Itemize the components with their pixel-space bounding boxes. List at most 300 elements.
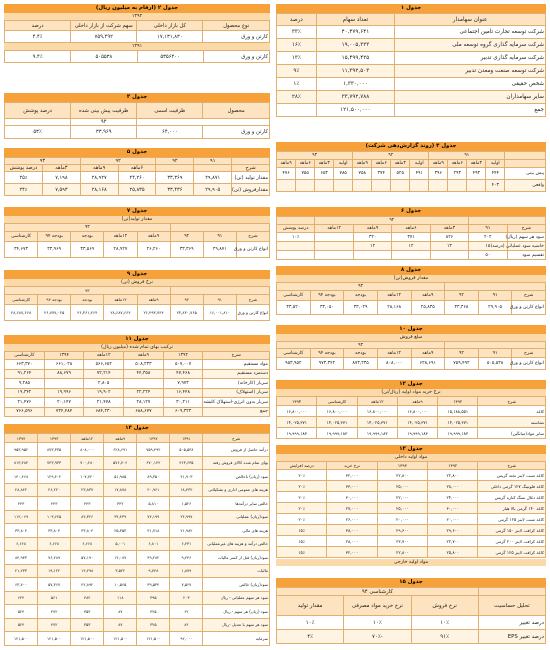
table-cell: ۲۸,۶۸۷,۶۶۸: [5, 305, 38, 321]
table-10-subtitle: مبلغ فروش: [276, 334, 546, 341]
period-header-row: [5, 165, 270, 172]
table-cell: ۵۶۶,۶۵۲: [84, 360, 124, 370]
col-header: ۶ماهه: [118, 165, 156, 172]
corner-cell: [469, 217, 546, 225]
table-cell: ۱۶٪: [277, 39, 317, 52]
table-13-subtitle-2: مواد اولیه خارجی: [276, 559, 546, 566]
table-cell: ۱۹,۰۰۵,۳۲۳: [316, 39, 394, 52]
col-header: ۹۱: [478, 291, 512, 301]
table-row: [277, 358, 546, 370]
table-cell: ۱۲۱,۵۰۰: [104, 632, 137, 646]
table-row: [277, 301, 546, 315]
row-label: نشاسته: [478, 417, 546, 428]
col-header: اولیه: [486, 160, 505, 168]
table-cell: ۵,۸۱۰: [137, 497, 170, 511]
row-label: هزینه های مالی: [203, 524, 270, 538]
table-cell: ۵۰۵,۵۳۸: [478, 358, 512, 370]
table-row: [277, 180, 546, 192]
corner-cell: [170, 224, 269, 232]
table-cell: [277, 104, 317, 117]
table-row: [5, 497, 270, 511]
table-cell: ۸۴,۹۳۳: [5, 551, 38, 565]
col-header: ۹۱: [478, 349, 512, 358]
col-header: ۹ماهه: [80, 165, 118, 172]
table-cell: ۱۰,۵۶۵: [104, 578, 137, 592]
row-label: درصد تغییر: [478, 616, 545, 630]
table-14-title: جدول ۱۴: [4, 424, 270, 433]
table-11-title: جدول ۱۱: [4, 335, 270, 344]
table-cell: [315, 242, 353, 251]
eps-table: [276, 216, 546, 260]
table-cell: ۲۵,۸۳۵: [411, 301, 445, 315]
table-cell: ۱,۸۷۹: [170, 564, 203, 578]
table-row: [5, 369, 270, 379]
table-cell: ۱۹,۱۲۲: [38, 564, 71, 578]
col-header: ۹۲: [445, 349, 479, 358]
corner-cell: [505, 160, 546, 168]
row-label: انواع کارتن و ورق: [512, 301, 546, 315]
table-cell: ۱۴,۰۲۵,۳۷۱: [357, 417, 397, 428]
table-cell: ۱۹,۹۹۹,۱۸۳: [277, 428, 317, 439]
row-label: جمع: [203, 407, 270, 417]
table-cell: ۲۸,۸۴۲: [5, 483, 38, 497]
table-cell: [334, 180, 353, 192]
table-cell: ۳۷۴: [372, 168, 391, 180]
table-cell: ۶۳,۷۰۰: [5, 578, 38, 592]
raw-material-table: [276, 461, 546, 558]
table-cell: ۳۷۱: [392, 233, 430, 242]
col-header: شرح: [203, 434, 270, 443]
shareholders-table: [276, 13, 546, 117]
corner-cell: [232, 158, 270, 165]
table-14: [4, 424, 270, 646]
col-header: بودجه: [344, 349, 378, 358]
row-label: کاغذ کرافت لاینر ۲۰۰ گرمی: [478, 536, 546, 547]
table-cell: ۹۱٪: [411, 630, 478, 644]
table-cell: ۶۲۸,۶۹۱: [411, 358, 445, 370]
col-header: ۳ماهه: [430, 225, 468, 233]
table-cell: ۳۲,۰۰۰: [327, 547, 377, 558]
col-header: محصول: [203, 103, 270, 119]
table-cell: [392, 251, 430, 260]
table-cell: ۲۴٪: [5, 184, 43, 196]
col-header: ۱۲ماهه: [84, 352, 124, 360]
year-header: ۹۲: [80, 158, 156, 165]
row-label: کاغذ فلوتینگ ۱۲۷ گرمی داخلی: [478, 481, 546, 492]
col-header: ۶ماهه: [448, 160, 467, 168]
table-5-title: جدول ۵: [4, 148, 270, 157]
row-label: کارتن و ورق: [203, 126, 270, 139]
row-label: سربار (کارخانه): [203, 379, 270, 389]
table-cell: ۵۱,۹۸۵: [104, 470, 137, 484]
col-header: درصد پوشش: [277, 225, 315, 233]
table-row: [5, 618, 270, 632]
table-cell: [372, 180, 391, 192]
row-label: کاغذ تست لاینر ۱۲۵ گرمی: [478, 514, 546, 525]
row-label: کاغذ تست لاینر تخته گریس: [478, 470, 546, 481]
table-cell: ۱۹,۹۹۹,۱۸۳: [317, 428, 357, 439]
row-label: شخص حقیقی: [395, 78, 546, 91]
table-cell: ۸۸,۶۷۹: [44, 369, 84, 379]
table-cell: ۲۹,۸۷۱: [203, 242, 236, 258]
table-row: [277, 104, 546, 117]
row-label: خالص درآمد و هزینه های غیرعملیاتی: [203, 537, 270, 551]
table-row: [5, 632, 270, 646]
year-header: کارشناسی ۹۴: [277, 588, 479, 596]
table-body: [5, 360, 270, 417]
table-row: [5, 398, 270, 408]
table-row: [277, 26, 546, 39]
col-header: درصد پوشش: [5, 103, 71, 119]
table-cell: -۷۰٪: [344, 630, 411, 644]
table-cell: [353, 251, 391, 260]
table-cell: ۳۳٪: [277, 26, 317, 39]
table-cell: ۲۸,۰۰۰: [327, 536, 377, 547]
table-cell: ۵۰۵,۵۳۸: [170, 443, 203, 457]
table-cell: ۱۹,۹۹۹,۱۸۳: [357, 428, 397, 439]
row-label: جمع: [395, 104, 546, 117]
table-row: [277, 470, 546, 481]
row-label: درآمد حاصل از فروش: [203, 443, 270, 457]
col-header: ۱۳۹۲: [137, 434, 170, 443]
table-cell: ۱۵٪: [277, 525, 327, 536]
table-cell: ۱۶,۴۴۸: [163, 388, 203, 398]
table-row: [277, 481, 546, 492]
table-cell: [277, 242, 315, 251]
col-header: نرخ خرید: [327, 462, 377, 470]
table-cell: ۳۲,۰۰۰: [327, 470, 377, 481]
table-12: [276, 380, 546, 442]
table-cell: ۳۳,۹۶۹: [71, 126, 137, 139]
table-cell: ۶,۴۳۱: [170, 537, 203, 551]
table-body: [5, 443, 270, 646]
table-cell: ۳۳,۳۶۹: [156, 172, 194, 184]
table-cell: ۷,۵۹۳: [42, 184, 80, 196]
reporting-trend-table: [276, 151, 546, 192]
sales-price-table: [4, 286, 270, 321]
col-header: ۱۳۹۲: [438, 397, 478, 406]
table-body: [277, 616, 546, 644]
period-header-row: [5, 103, 270, 119]
period-header-row: [277, 160, 546, 168]
col-header: ۱۲ماهه: [104, 232, 137, 242]
table-cell: ۳۲۰: [353, 233, 391, 242]
table-cell: ۲۶,۳۶۱,۲۶۴: [71, 305, 104, 321]
table-cell: ۲۰,۰۰۰: [428, 514, 478, 525]
table-cell: ۱۰٪: [411, 616, 478, 630]
table-cell: ۲۰٪: [277, 503, 327, 514]
table-cell: ۱۴,۰۲۵,۳۷۱: [438, 417, 478, 428]
table-cell: [315, 180, 334, 192]
col-header: اولیه: [410, 160, 429, 168]
row-label: سود(زیان) قبل از کسر مالیات: [203, 551, 270, 565]
table-cell: ۳۸,۰۰۰: [327, 525, 377, 536]
table-cell: ۲۰٪: [277, 492, 327, 503]
table-row: [5, 388, 270, 398]
row-label: واقعی: [505, 180, 546, 192]
table-2-title: جدول ۲ (ارقام به میلیون ریال): [4, 4, 270, 13]
table-cell: ۱۵٪: [277, 547, 327, 558]
row-label: کاغذ: [478, 406, 546, 417]
table-cell: ۱۰۷,۷۲۰: [71, 470, 104, 484]
col-header: ۱۳۹۴: [5, 434, 38, 443]
sensitivity-table: [276, 587, 546, 644]
table-cell: ۷۵۹,۴۹۲: [71, 31, 137, 43]
row-label: سربار (استهلاک): [203, 388, 270, 398]
col-header: ۳ماهه: [42, 165, 80, 172]
table-11: [4, 335, 270, 421]
table-cell: ۳۳,۰۰۰: [327, 481, 377, 492]
table-row: [277, 242, 546, 251]
table-cell: ۲۸,۹۲۷: [80, 172, 118, 184]
table-cell: [430, 251, 468, 260]
col-header: شرح: [512, 291, 546, 301]
table-cell: ۱۱۸: [104, 591, 137, 605]
col-header: بودجه ۹۴: [38, 295, 71, 305]
col-header: ۱۲ماهه: [315, 225, 353, 233]
table-cell: ۱۲۱,۵۰۰: [5, 632, 38, 646]
table-cell: ۳۳,۳۶۸: [445, 301, 479, 315]
table-cell: ۳,۵۲۲: [104, 564, 137, 578]
col-header: ۹ماهه: [137, 232, 170, 242]
table-cell: ۵۲۴: [5, 618, 38, 632]
table-cell: ۷۵۵: [296, 168, 315, 180]
table-cell: ۴۲,۸۹۲: [71, 578, 104, 592]
row-label: سود (زیان) ناخالص: [203, 470, 270, 484]
table-cell: ۷۳۴,۴۸۴: [44, 407, 84, 417]
table-cell: ۵۶۱: [38, 591, 71, 605]
table-cell: ۲۸,۱۶۸: [377, 301, 411, 315]
raw-material-price-table: [276, 396, 546, 439]
table-body: [5, 305, 270, 321]
table-cell: ۷۶,۴۸۹: [38, 551, 71, 565]
table-cell: ۲۳,۷۰۰: [377, 536, 427, 547]
col-header: ۱۳۹۴: [277, 397, 317, 406]
col-header: ۱۲ماهه: [71, 434, 104, 443]
table-cell: ۳۵۳: [71, 605, 104, 619]
table-cell: ۳۴,۴۳۹: [104, 510, 137, 524]
table-cell: ۳۴,۶۷۳: [5, 242, 38, 258]
col-header: ۹۱: [203, 232, 236, 242]
table-cell: ۱۲۱,۵۰۰: [71, 632, 104, 646]
table-body: [5, 172, 270, 196]
table-cell: ۲۶,۰۰۰: [327, 514, 377, 525]
table-cell: ۴۷۶: [277, 168, 296, 180]
table-body: [277, 168, 546, 192]
table-cell: ۳۳,۹۶۹: [38, 242, 71, 258]
col-header: ۹ماهه: [411, 291, 445, 301]
table-row: [5, 184, 270, 196]
table-cell: ۲۱,۴۷۶: [5, 398, 45, 408]
table-cell: ۸۲: [170, 618, 203, 632]
corner-cell: [445, 342, 546, 349]
corner-cell: [5, 119, 71, 126]
table-cell: ۲۶,۲۶۰: [137, 242, 170, 258]
col-header: ۹۲: [445, 291, 479, 301]
col-header: ۳ماهه: [467, 160, 486, 168]
table-body: [5, 242, 270, 258]
table-row: [277, 406, 546, 417]
table-cell: ۳۵۳: [71, 618, 104, 632]
col-header: ۹ماهه: [277, 160, 296, 168]
table-cell: ۲۲,۷۰۰: [428, 536, 478, 547]
table-cell: ۲۱,۴۷۸: [84, 398, 124, 408]
table-cell: ۶۰۹,۳۲۳: [163, 407, 203, 417]
col-header: بودجه ۹۴: [38, 232, 71, 242]
col-header: ۱۳۹۳: [38, 434, 71, 443]
table-cell: ۳۹,۵۳۴: [137, 578, 170, 592]
table-cell: ۲۴,۲۶۰: [118, 172, 156, 184]
table-cell: ۴۴۳: [38, 497, 71, 511]
table-cell: ۲۹,۶۰۰: [428, 525, 478, 536]
period-header-row: [277, 596, 546, 616]
table-row: [277, 492, 546, 503]
table-cell: ۱۵,۱۸۸,۵۵۱: [438, 406, 478, 417]
table-cell: ۶۸۴,۲۳۰: [84, 407, 124, 417]
table-cell: ۱۴,۰۲۵,۳۷۱: [397, 417, 437, 428]
table-cell: ۲۵,۸۰۰: [428, 547, 478, 558]
col-header: نرخ خرید مواد مصرفی: [344, 596, 411, 616]
table-10: [276, 325, 546, 377]
col-header: درصد پوشش: [5, 165, 43, 172]
table-cell: ۲۷,۰۰۰: [327, 503, 377, 514]
year-header: ۹۳: [5, 287, 171, 295]
table-cell: ۲۶,۷۷۷,۰۲۵: [38, 305, 71, 321]
col-header: اولیه: [334, 160, 353, 168]
row-label: سود (زیان) هر سهم - ریال: [203, 605, 270, 619]
year-header: ۹۱: [194, 158, 232, 165]
col-header: بودجه: [344, 291, 378, 301]
table-cell: ۸۲۶: [430, 233, 468, 242]
period-header-row: [277, 225, 546, 233]
table-cell: ۳۳,۴۳۶: [156, 184, 194, 196]
row-label: شرکت سرمایه گذاری تدبیر: [395, 52, 546, 65]
table-cell: ۱۲۱,۵۰۰: [38, 632, 71, 646]
table-cell: ۵۷,۱۹۰: [71, 551, 104, 565]
row-label: کاغذ کرافت لاینر ۱۲۵ گرمی: [478, 547, 546, 558]
table-6-title: جدول ۶: [276, 207, 546, 216]
table-cell: ۳۳,۳۶۹: [170, 242, 203, 258]
table-cell: ۳۰,۰۰۰: [327, 492, 377, 503]
col-header: ۹ماهه: [104, 434, 137, 443]
table-cell: ۷,۹۷۳: [163, 379, 203, 389]
table-cell: ۴۱,۹۰۳: [170, 470, 203, 484]
table-row: [277, 39, 546, 52]
table-cell: ۱۶,۸۰۰,۰۰۰: [317, 406, 357, 417]
year-header: ۹۲: [315, 217, 469, 225]
table-7: [4, 207, 270, 267]
table-cell: ۵۲۵: [391, 168, 410, 180]
table-cell: ۲۰٪: [277, 470, 327, 481]
period-header-row: [5, 295, 270, 305]
table-cell: ۲۸,۱۶۸: [80, 184, 118, 196]
table-cell: ۱۵٪: [277, 536, 327, 547]
table-cell: ۲۱,۲۳۳: [5, 564, 38, 578]
table-cell: ۷۴,۱۹۹: [137, 510, 170, 524]
table-cell: ۲۵,۳۵۳: [104, 524, 137, 538]
year-header: ۹۳: [277, 152, 353, 160]
table-7-title: جدول ۷: [4, 207, 270, 216]
table-cell: ۴۰,۴۷۹,۶۴۱: [316, 26, 394, 39]
table-cell: ۲۵,۸۳۵: [118, 184, 156, 196]
col-header: ۹ماهه: [353, 225, 391, 233]
row-label: سود هر سهم (ریال): [505, 234, 544, 240]
table-2: [4, 4, 270, 90]
col-header: ۹ماهه: [411, 349, 445, 358]
col-header: ۱۲ماهه: [377, 291, 411, 301]
table-cell: ۱۵,۴۹۹,۴۲۵: [316, 52, 394, 65]
table-cell: ۲۰۳: [170, 591, 203, 605]
col-header: شرح: [236, 232, 269, 242]
col-header: کارشناسی: [5, 352, 45, 360]
table-9-subtitle: نرخ فروش (تن): [4, 279, 270, 286]
year-label: ۱۳۹۲: [4, 13, 270, 20]
year-header: ۹۳: [277, 283, 445, 291]
table-cell: ۱۹,۹۰۲: [84, 388, 124, 398]
table-cell: ۳۹۶: [429, 168, 448, 180]
corner-cell: [170, 287, 269, 295]
table-7-subtitle: مقدار تولید(تن): [4, 216, 270, 223]
col-header: ۱۲ماهه: [104, 295, 137, 305]
corner-cell: [137, 119, 270, 126]
row-label: درصد تغییر EPS: [478, 630, 545, 644]
table-12-subtitle: نرخ خرید مواد اولیه (ریال/تن): [276, 389, 546, 396]
table-body: [277, 358, 546, 370]
table-row: [5, 242, 270, 258]
year-header: ۹۳: [5, 158, 81, 165]
col-header: سهم شرکت از بازار داخلی: [71, 21, 137, 31]
corner-cell: [277, 217, 315, 225]
table-row: [5, 360, 270, 370]
table-cell: ۵,۰۰۱: [104, 537, 137, 551]
table-cell: ۸۷۳,۳۳۵: [38, 443, 71, 457]
table-cell: ۱۷,۱۳۱,۸۳۰: [137, 31, 203, 43]
table-row: [277, 52, 546, 65]
table-cell: ۸۰۸,۰۰۰: [377, 358, 411, 370]
row-label: سایر سهامداران: [395, 91, 546, 104]
table-cell: ۳۳,۵۶۹: [71, 242, 104, 258]
table-cell: ۴۴۴: [486, 168, 505, 180]
col-header: کارشناسی: [5, 295, 38, 305]
market-share-table: [4, 20, 270, 43]
table-cell: ۱۴,۰۲۵,۳۷۱: [317, 417, 357, 428]
table-body: [277, 406, 546, 439]
table-cell: ۴۹۳: [467, 168, 486, 180]
col-header: شرح: [232, 165, 270, 172]
table-cell: ۱۹,۳۴۲: [5, 388, 45, 398]
table-cell: ۲۰,۰۰۰: [377, 514, 427, 525]
table-cell: ۱۳٪: [277, 52, 317, 65]
table-row: [277, 428, 546, 439]
table-cell: ۱,۳۳۰,۰۰۰: [316, 78, 394, 91]
table-row: [277, 91, 546, 104]
sales-volume-table: [276, 282, 546, 315]
table-cell: ۲۶,۴۹۳,۷۴۴: [137, 305, 170, 321]
col-header: ۱۲ماهه: [377, 349, 411, 358]
table-cell: ۷۸۵: [334, 168, 353, 180]
table-cell: ۳۳,۰۵۰: [310, 301, 344, 315]
table-8: [276, 266, 546, 322]
sales-amount-table: [276, 341, 546, 370]
table-cell: ۲,۸۰۵: [84, 379, 124, 389]
col-header: کارشناسی: [277, 291, 311, 301]
table-cell: ۲۲,۸۰۰: [377, 470, 427, 481]
table-row: [277, 525, 546, 536]
table-cell: ۲۹۳: [448, 168, 467, 180]
row-label: بهای تمام شده کالای فروش رفته: [203, 456, 270, 470]
table-row: [5, 564, 270, 578]
table-row: [277, 503, 546, 514]
